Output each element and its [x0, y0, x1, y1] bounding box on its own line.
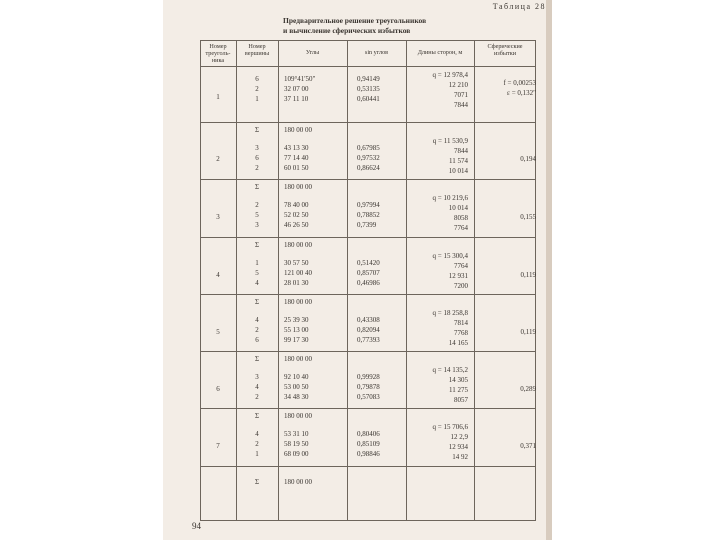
sine-list: 0,43308 0,82094 0,77393	[357, 316, 380, 344]
vertex-list: Σ 3 4 2	[254, 355, 260, 401]
col-header-vertex: Номер вершины	[244, 43, 270, 57]
table-title	[283, 16, 483, 36]
col-line	[200, 40, 201, 520]
col-line	[347, 40, 348, 520]
col-header-sin: sin углов	[364, 49, 389, 56]
excess-list: 0,155	[520, 213, 536, 221]
angle-list: 180 00 00 43 13 30 77 14 40 60 01 50	[284, 126, 312, 172]
data-table	[200, 40, 536, 520]
table-label: Таблица 28	[492, 2, 546, 11]
sine-list: 0,67985 0,97532 0,86624	[357, 144, 380, 172]
row-line	[200, 66, 536, 67]
title-line-2: и вычисление сферических избытков	[283, 26, 411, 35]
col-header-sides: Длины сторон, м	[417, 49, 463, 56]
side-list: q = 15 706,6 12 2,9 12 934 14 92	[432, 423, 468, 461]
book-page	[163, 0, 552, 540]
sine-list: 0,80406 0,85109 0,98846	[357, 430, 380, 458]
sine-list: 0,94149 0,53135 0,60441	[357, 75, 380, 103]
sine-list: 0,51420 0,85707 0,46986	[357, 259, 380, 287]
triangle-number: 2	[216, 155, 220, 163]
row-line	[200, 237, 536, 238]
excess-list: 0,119	[520, 328, 536, 336]
col-line	[474, 40, 475, 520]
row-line	[200, 122, 536, 123]
excess-list: 0,371	[520, 442, 536, 450]
col-header-angles: Углы	[305, 49, 320, 56]
row-line	[200, 40, 536, 41]
side-list: q = 10 219,6 10 014 8058 7764	[432, 194, 468, 232]
row-line	[200, 294, 536, 295]
triangle-number: 6	[216, 385, 220, 393]
vertex-list: Σ 1 5 4	[254, 241, 260, 287]
col-line	[406, 40, 407, 520]
excess-list: 0,289	[520, 385, 536, 393]
angle-list: 180 00 00 53 31 10 58 19 50 68 09 00	[284, 412, 312, 458]
row-line	[200, 351, 536, 352]
triangle-number: 4	[216, 271, 220, 279]
col-header-triangle: Номер треуголь-ника	[205, 43, 231, 64]
side-list: q = 15 300,4 7764 12 931 7200	[432, 252, 468, 290]
triangle-number: 7	[216, 442, 220, 450]
final-sum-angle: 180 00 00	[284, 478, 312, 486]
col-line	[236, 40, 237, 520]
page-edge-shadow	[546, 0, 552, 540]
row-line	[200, 408, 536, 409]
vertex-list: Σ 4 2 6	[254, 298, 260, 344]
vertex-list: 6 2 1	[255, 75, 259, 103]
side-list: q = 18 258,8 7814 7768 14 165	[432, 309, 468, 347]
row-line	[200, 466, 536, 467]
excess-list: 0,119	[520, 271, 536, 279]
triangle-number: 5	[216, 328, 220, 336]
page-number: 94	[192, 521, 201, 531]
col-header-excess: Сферические избытки	[487, 43, 523, 57]
sine-list: 0,97994 0,78852 0,7399	[357, 201, 380, 229]
vertex-list: Σ 3 6 2	[254, 126, 260, 172]
excess-list: 0,194	[520, 155, 536, 163]
title-line-1: Предварительное решение треугольников	[283, 16, 427, 25]
angle-list: 180 00 00 92 10 40 53 00 50 34 48 30	[284, 355, 312, 401]
angle-list: 180 00 00 30 57 50 121 00 40 28 01 30	[284, 241, 312, 287]
excess-list: f = 0,00253 ε = 0,132"	[503, 79, 536, 97]
row-line	[200, 179, 536, 180]
triangle-number: 1	[216, 93, 220, 101]
angle-list: 180 00 00 25 39 30 55 13 00 99 17 30	[284, 298, 312, 344]
vertex-list: Σ 2 5 3	[254, 183, 260, 229]
col-line	[278, 40, 279, 520]
vertex-list: Σ 4 2 1	[254, 412, 260, 458]
triangle-number: 3	[216, 213, 220, 221]
side-list: q = 14 135,2 14 305 11 275 8057	[432, 366, 468, 404]
side-list: q = 12 978,4 12 210 7071 7844	[432, 71, 468, 109]
angle-list: 109°41'50" 32 07 00 37 11 10	[284, 75, 316, 103]
row-line	[200, 520, 536, 521]
side-list: q = 11 530,9 7844 11 574 10 014	[432, 137, 468, 175]
sine-list: 0,99928 0,79878 0,57083	[357, 373, 380, 401]
final-sum-vertex: Σ	[254, 478, 260, 486]
angle-list: 180 00 00 78 40 00 52 02 50 46 26 50	[284, 183, 312, 229]
